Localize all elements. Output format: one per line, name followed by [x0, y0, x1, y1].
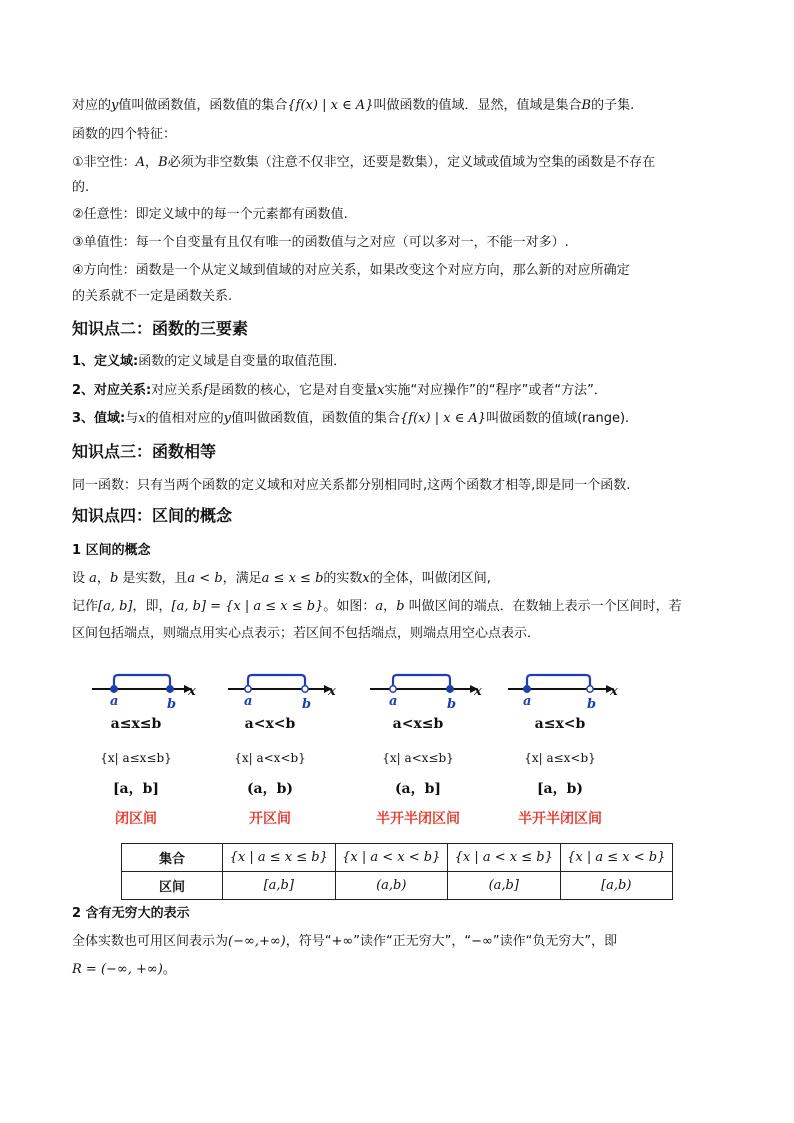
- endpoint-a-label: a: [110, 694, 119, 709]
- interval-label: [a，b): [536, 781, 584, 797]
- set-label: {x| a≤x≤b}: [100, 751, 172, 765]
- interval-label: (a，b]: [394, 781, 442, 797]
- table-cell: {x | a < x ≤ b}: [448, 844, 561, 872]
- feature-nonempty-cont: 的.: [72, 180, 90, 195]
- text: 值叫做函数值，函数值的集合: [118, 98, 288, 113]
- feature-direction-cont: 的关系就不一定是函数关系.: [72, 289, 233, 304]
- text: ，符号“+∞”读作“正无穷大”，“−∞”读作“负无穷大”，即: [285, 934, 618, 949]
- label: 2、对应关系:: [72, 383, 152, 398]
- element-correspondence: [72, 381, 607, 401]
- text: 实施“对应操作”的“程序”或者“方法”．: [384, 383, 607, 398]
- text: 对应关系: [151, 383, 204, 398]
- text: ，: [96, 571, 110, 586]
- var-x: x: [377, 383, 385, 398]
- set-label: {x| a≤x<b}: [524, 751, 596, 765]
- interval-name: 开区间: [249, 811, 291, 827]
- interval-bracket: [114, 675, 170, 689]
- interval-bracket: [527, 675, 590, 689]
- var-B: B: [158, 155, 168, 170]
- text: ①非空性：: [72, 155, 136, 170]
- text: 叫做区间的端点．在数轴上表示一个区间时，若: [408, 599, 682, 614]
- feature-arbitrary: ②任意性：即定义域中的每一个元素都有函数值.: [72, 207, 348, 222]
- text: ，: [383, 599, 397, 614]
- var-B: B: [581, 98, 592, 113]
- table-cell: (a,b): [335, 872, 448, 900]
- table-header-interval: 区间: [122, 872, 223, 900]
- interval-notation: [a, b]: [98, 599, 133, 614]
- endpoint-a-label: a: [389, 694, 398, 709]
- feature-nonempty: [72, 153, 655, 173]
- table-cell: {x | a < x < b}: [335, 844, 448, 872]
- text: ，即，: [132, 599, 172, 614]
- text: 设: [72, 571, 86, 586]
- open-endpoint: [302, 686, 308, 692]
- text: 的值相对应的: [145, 411, 224, 426]
- set-notation: {f(x) | x ∈ A}: [287, 98, 374, 113]
- text: ，满足: [222, 571, 262, 586]
- open-endpoint: [245, 686, 251, 692]
- subsection-infinity: 2 含有无穷大的表示: [72, 906, 190, 921]
- features-title: 函数的四个特征：: [72, 127, 177, 142]
- section-function-equality-title: 知识点三：函数相等: [72, 442, 217, 461]
- interval-label: (a，b): [246, 781, 294, 797]
- interval-name: 闭区间: [115, 811, 157, 827]
- element-domain: [72, 352, 346, 372]
- section-interval-title: 知识点四：区间的概念: [72, 506, 233, 525]
- text: 与: [125, 411, 139, 426]
- endpoint-b-label: b: [587, 697, 597, 712]
- set-notation: {f(x) | x ∈ A}: [400, 411, 487, 426]
- closed-interval-notation: [72, 597, 682, 617]
- text: 叫做函数的值域．显然，值域是集合: [373, 98, 582, 113]
- set-label: {x| a<x≤b}: [382, 751, 454, 765]
- interval-name: 半开半闭区间: [518, 811, 602, 827]
- var-a: a: [89, 571, 97, 586]
- feature-single-valued: ③单值性：每一个自变量有且仅有唯一的函数值与之对应（可以多对一，不能一对多）.: [72, 235, 569, 250]
- closed-interval-definition: [72, 569, 491, 589]
- closed-endpoint: [167, 686, 173, 692]
- table-cell: {x | a ≤ x < b}: [560, 844, 673, 872]
- text: ，: [145, 155, 159, 170]
- table-cell: [a,b]: [223, 872, 336, 900]
- table-header-set: 集合: [122, 844, 223, 872]
- inequality-label: a≤x<b: [534, 716, 586, 732]
- closed-endpoint: [524, 686, 530, 692]
- table-cell: [a,b): [560, 872, 673, 900]
- table-cell: (a,b]: [448, 872, 561, 900]
- var-b: b: [109, 571, 119, 586]
- text: 是函数的核心，它是对自变量: [208, 383, 378, 398]
- var-y: y: [223, 411, 231, 426]
- inequality-label: a≤x≤b: [110, 716, 162, 732]
- var-y: y: [111, 98, 119, 113]
- axis-x-label: x: [188, 684, 196, 699]
- text: 记作: [72, 599, 99, 614]
- function-equality-text: 同一函数：只有当两个函数的定义域和对应关系都分别相同时,这两个函数才相等,即是同一个函数.: [72, 478, 631, 493]
- label: 3、值域:: [72, 411, 126, 426]
- inequality-label: a<x≤b: [392, 716, 444, 732]
- interval-table: [121, 843, 673, 900]
- text: 函数的定义域是自变量的取值范围．: [138, 354, 347, 369]
- table-cell: {x | a ≤ x ≤ b}: [223, 844, 336, 872]
- var-x: x: [362, 571, 370, 586]
- var-A: A: [135, 155, 146, 170]
- var-x: x: [138, 411, 146, 426]
- text: 全体实数也可用区间表示为: [72, 934, 229, 949]
- real-line-notation: [72, 960, 176, 980]
- feature-direction: ④方向性：函数是一个从定义域到值域的对应关系，如果改变这个对应方向，那么新的对应所确定: [72, 263, 630, 278]
- axis-x-label: x: [328, 684, 336, 699]
- var-b: b: [396, 599, 405, 614]
- open-endpoint: [390, 686, 396, 692]
- interval-diagram-svg: [0, 665, 794, 835]
- endpoint-b-label: b: [302, 697, 312, 712]
- axis-x-label: x: [610, 684, 618, 699]
- inequality-label: a<x<b: [244, 716, 296, 732]
- element-range: [72, 409, 629, 429]
- infinity-text: [72, 932, 617, 952]
- text: 对应的: [72, 98, 112, 113]
- endpoint-rule: 区间包括端点，则端点用实心点表示；若区间不包括端点，则端点用空心点表示．: [72, 626, 541, 641]
- text: 的子集.: [591, 98, 635, 113]
- condition: a < b: [187, 571, 223, 586]
- closed-endpoint: [447, 686, 453, 692]
- condition: a ≤ x ≤ b: [261, 571, 324, 586]
- text: 叫做函数的值域(range).: [486, 411, 630, 426]
- text: 是实数，且: [122, 571, 188, 586]
- interval-label: [a，b]: [112, 781, 160, 797]
- endpoint-a-label: a: [523, 694, 532, 709]
- set-label: {x| a<x<b}: [234, 751, 306, 765]
- label: 1、定义域:: [72, 354, 139, 369]
- var-a: a: [375, 599, 384, 614]
- text: 的实数: [323, 571, 363, 586]
- text: 的全体，叫做闭区间,: [369, 571, 491, 586]
- closed-endpoint: [111, 686, 117, 692]
- open-endpoint: [587, 686, 593, 692]
- var-f: f: [203, 383, 209, 398]
- equation: R = (−∞, +∞): [72, 962, 163, 977]
- section-three-elements-title: 知识点二：函数的三要素: [72, 319, 249, 338]
- subsection-interval-concept: 1 区间的概念: [72, 543, 151, 558]
- interval-equation: [a, b] = {x | a ≤ x ≤ b}: [171, 599, 324, 614]
- axis-x-label: x: [474, 684, 482, 699]
- text: 值叫做函数值，函数值的集合: [230, 411, 400, 426]
- endpoint-b-label: b: [447, 697, 457, 712]
- text: 。: [162, 962, 176, 977]
- endpoint-b-label: b: [167, 697, 177, 712]
- interval-bracket: [393, 675, 450, 689]
- text: 。如图：: [323, 599, 376, 614]
- table-row-interval: [122, 872, 673, 900]
- interval-name: 半开半闭区间: [376, 811, 460, 827]
- table-row-set: [122, 844, 673, 872]
- text: 必须为非空数集（注意不仅非空，还要是数集），定义域或值域为空集的函数是不存在: [167, 155, 656, 170]
- interval-bracket: [248, 675, 305, 689]
- value-range-definition: [72, 96, 634, 116]
- interval-notation: (−∞,+∞): [228, 934, 286, 949]
- interval-diagrams: [0, 665, 794, 835]
- endpoint-a-label: a: [244, 694, 253, 709]
